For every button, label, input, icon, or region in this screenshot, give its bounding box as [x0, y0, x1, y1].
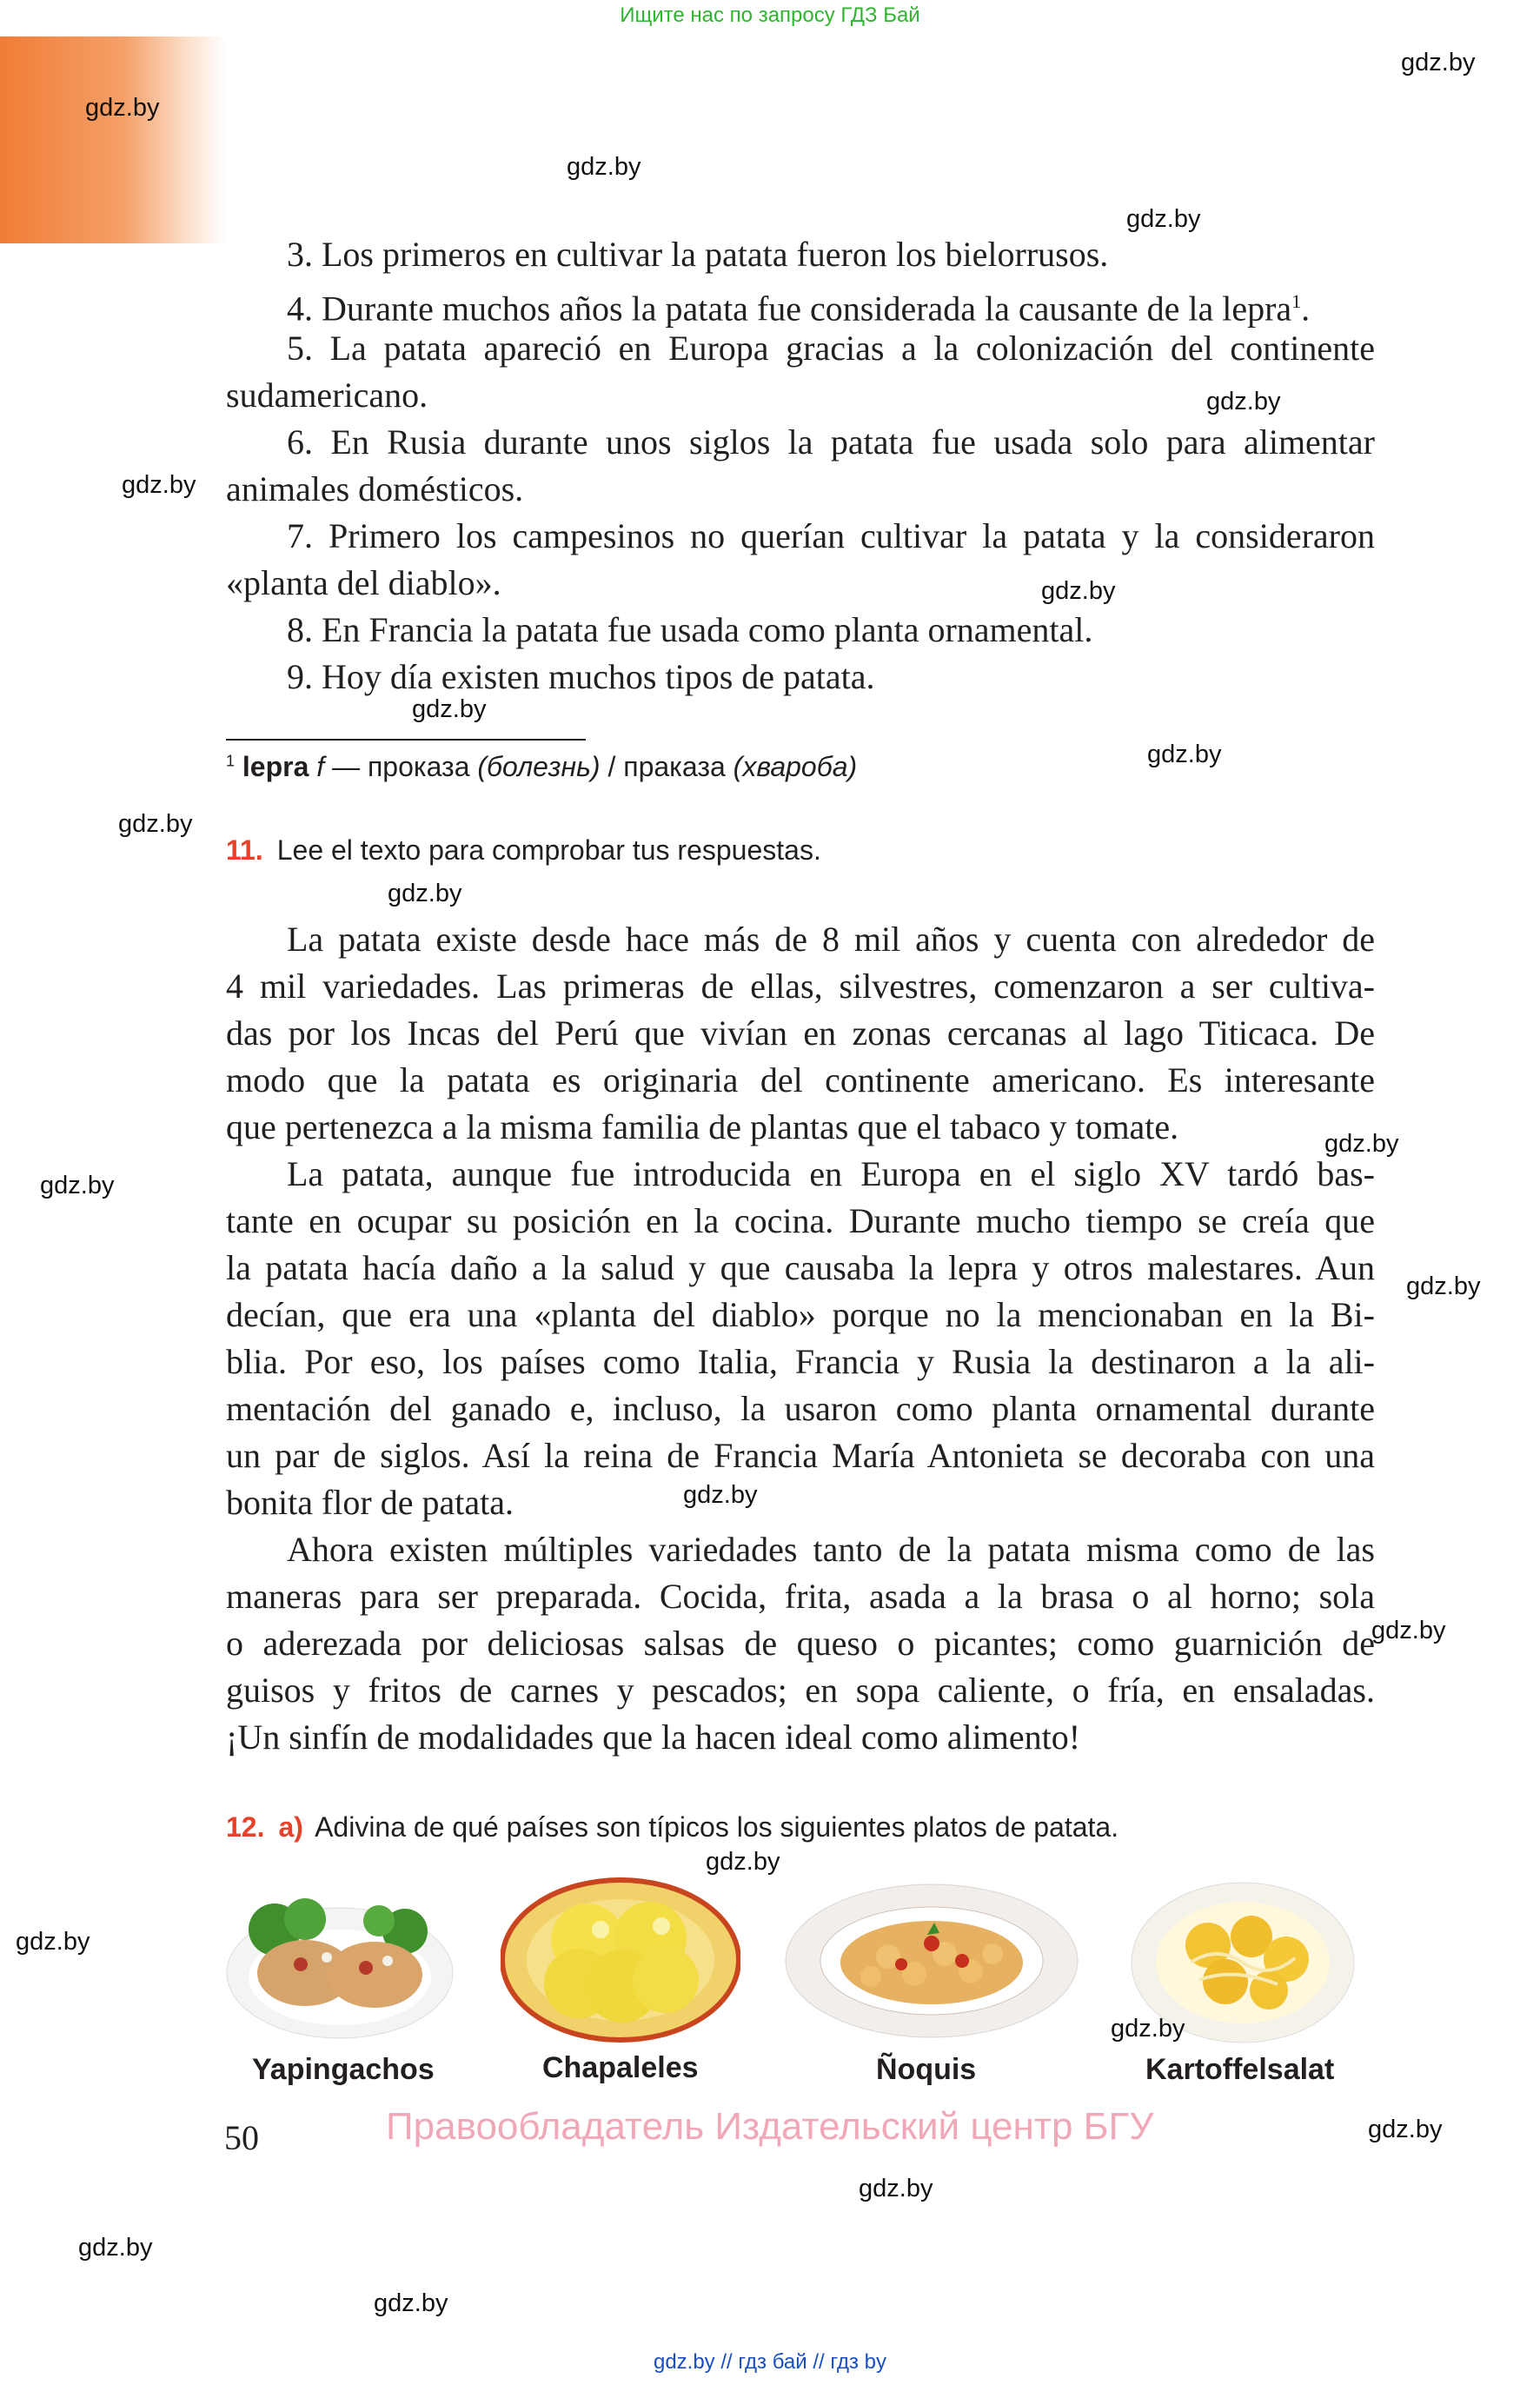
watermark-text: gdz.by [1368, 2116, 1443, 2143]
watermark-text: gdz.by [859, 2175, 933, 2202]
p2-line: tante en ocupar su posición en la cocina. Durante mucho tiempo se creía que [226, 1201, 1375, 1240]
p2-line: La patata, aunque fue introducida en Europa en el siglo XV tardó bas- [287, 1154, 1375, 1193]
exercise-11-heading: 11. Lee el texto para comprobar tus respuestas. [226, 834, 821, 866]
statement-4: 4. Durante muchos años la patata fue considerada la causante de la lepra$^1$. [287, 289, 1311, 329]
copyright-notice: Правообладатель Издательский центр БГУ [386, 2105, 1154, 2148]
statement-3: 3. Los primeros en cultivar la patata fueron los bielorrusos. [287, 235, 1109, 274]
p3-line: ¡Un sinfín de modalidades que la hacen ideal como alimento! [226, 1717, 1081, 1757]
watermark-text: gdz.by [118, 810, 193, 838]
watermark-text: gdz.by [40, 1172, 115, 1199]
statement-6-cont: animales domésticos. [226, 469, 524, 508]
p2-line: blia. Por eso, los países como Italia, Francia y Rusia la destinaron a la ali- [226, 1342, 1375, 1381]
statement-5: 5. La patata apareció en Europa gracias a la colonización del continente [287, 329, 1375, 368]
watermark-text: gdz.by [567, 153, 641, 181]
p2-line: decían, que era una «planta del diablo» porque no la mencionaban en la Bi- [226, 1295, 1375, 1334]
watermark-text: gdz.by [1371, 1617, 1446, 1644]
statement-8: 8. En Francia la patata fue usada como planta ornamental. [287, 610, 1093, 649]
footnote: $^1$ lepra f — проказа (болезнь) / праказа (хвароба) [226, 751, 858, 782]
bottom-site-links[interactable]: gdz.by // гдз бай // гдз by [653, 2350, 887, 2374]
p3-line: guisos y fritos de carnes y pescados; en sopa caliente, o fría, en ensaladas. [226, 1671, 1375, 1710]
p2-line: un par de siglos. Así la reina de Francia María Antonieta se decoraba con una [226, 1436, 1375, 1475]
statement-6: 6. En Rusia durante unos siglos la patata fue usada solo para alimentar [287, 422, 1375, 462]
p3-line: o aderezada por deliciosas salsas de queso o picantes; como guarnición de [226, 1624, 1375, 1663]
dish-caption-kartoffelsalat: Kartoffelsalat [1145, 2053, 1335, 2086]
yapingachos-image [222, 1877, 457, 2043]
chapaleles-image [501, 1869, 740, 2043]
p3-line: maneras para ser preparada. Cocida, frita, asada a la brasa o al horno; sola [226, 1577, 1375, 1616]
watermark-text: gdz.by [16, 1928, 90, 1956]
watermark-text: gdz.by [1206, 388, 1281, 415]
watermark-text: gdz.by [412, 695, 487, 723]
p1-line: modo que la patata es originaria del continente americano. Es interesante [226, 1060, 1375, 1099]
watermark-text: gdz.by [388, 880, 462, 907]
p2-line: bonita flor de patata. [226, 1483, 514, 1522]
watermark-text: gdz.by [1401, 49, 1476, 76]
corner-accent-block [0, 37, 226, 243]
statement-7-cont: «planta del diablo». [226, 563, 501, 602]
watermark-text: gdz.by [1041, 577, 1116, 605]
exercise-12-heading: 12. a) Adivina de qué países son típicos los siguientes platos de patata. [226, 1811, 1119, 1843]
page-number: 50 [224, 2118, 259, 2157]
dish-caption-yapingachos: Yapingachos [252, 2053, 435, 2086]
watermark-text: gdz.by [683, 1481, 758, 1509]
watermark-text: gdz.by [1147, 741, 1222, 768]
watermark-text: gdz.by [1126, 205, 1201, 233]
noquis-image [784, 1874, 1079, 2043]
statement-9: 9. Hoy día existen muchos tipos de patata. [287, 657, 875, 696]
p1-line: das por los Incas del Perú que vivían en zonas cercanas al lago Titicaca. De [226, 1013, 1375, 1053]
dish-caption-noquis: Ñoquis [876, 2053, 977, 2086]
dish-caption-chapaleles: Chapaleles [542, 2051, 699, 2084]
watermark-text: gdz.by [1111, 2015, 1185, 2043]
watermark-text: gdz.by [122, 471, 196, 499]
watermark-text: gdz.by [1324, 1130, 1399, 1158]
p1-line: que pertenezca a la misma familia de plantas que el tabaco y tomate. [226, 1107, 1179, 1146]
p2-line: la patata hacía daño a la salud y que causaba la lepra y otros malestares. Aun [226, 1248, 1375, 1287]
p1-line: 4 mil variedades. Las primeras de ellas, silvestres, comenzaron a ser cultiva- [226, 967, 1375, 1006]
footnote-divider [226, 739, 586, 741]
watermark-text: gdz.by [78, 2234, 153, 2262]
watermark-text: gdz.by [374, 2289, 448, 2317]
p2-line: mentación del ganado e, incluso, la usaron como planta ornamental durante [226, 1389, 1375, 1428]
p1-line: La patata existe desde hace más de 8 mil años y cuenta con alrededor de [287, 920, 1375, 959]
statement-7: 7. Primero los campesinos no querían cultivar la patata y la consideraron [287, 516, 1375, 555]
watermark-text: gdz.by [85, 94, 160, 122]
watermark-text: gdz.by [1406, 1272, 1481, 1300]
statement-5-cont: sudamericano. [226, 375, 428, 415]
top-search-banner[interactable]: Ищите нас по запросу ГДЗ Бай [620, 3, 920, 27]
watermark-text: gdz.by [706, 1848, 780, 1876]
p3-line: Ahora existen múltiples variedades tanto de la patata misma como de las [287, 1530, 1375, 1569]
